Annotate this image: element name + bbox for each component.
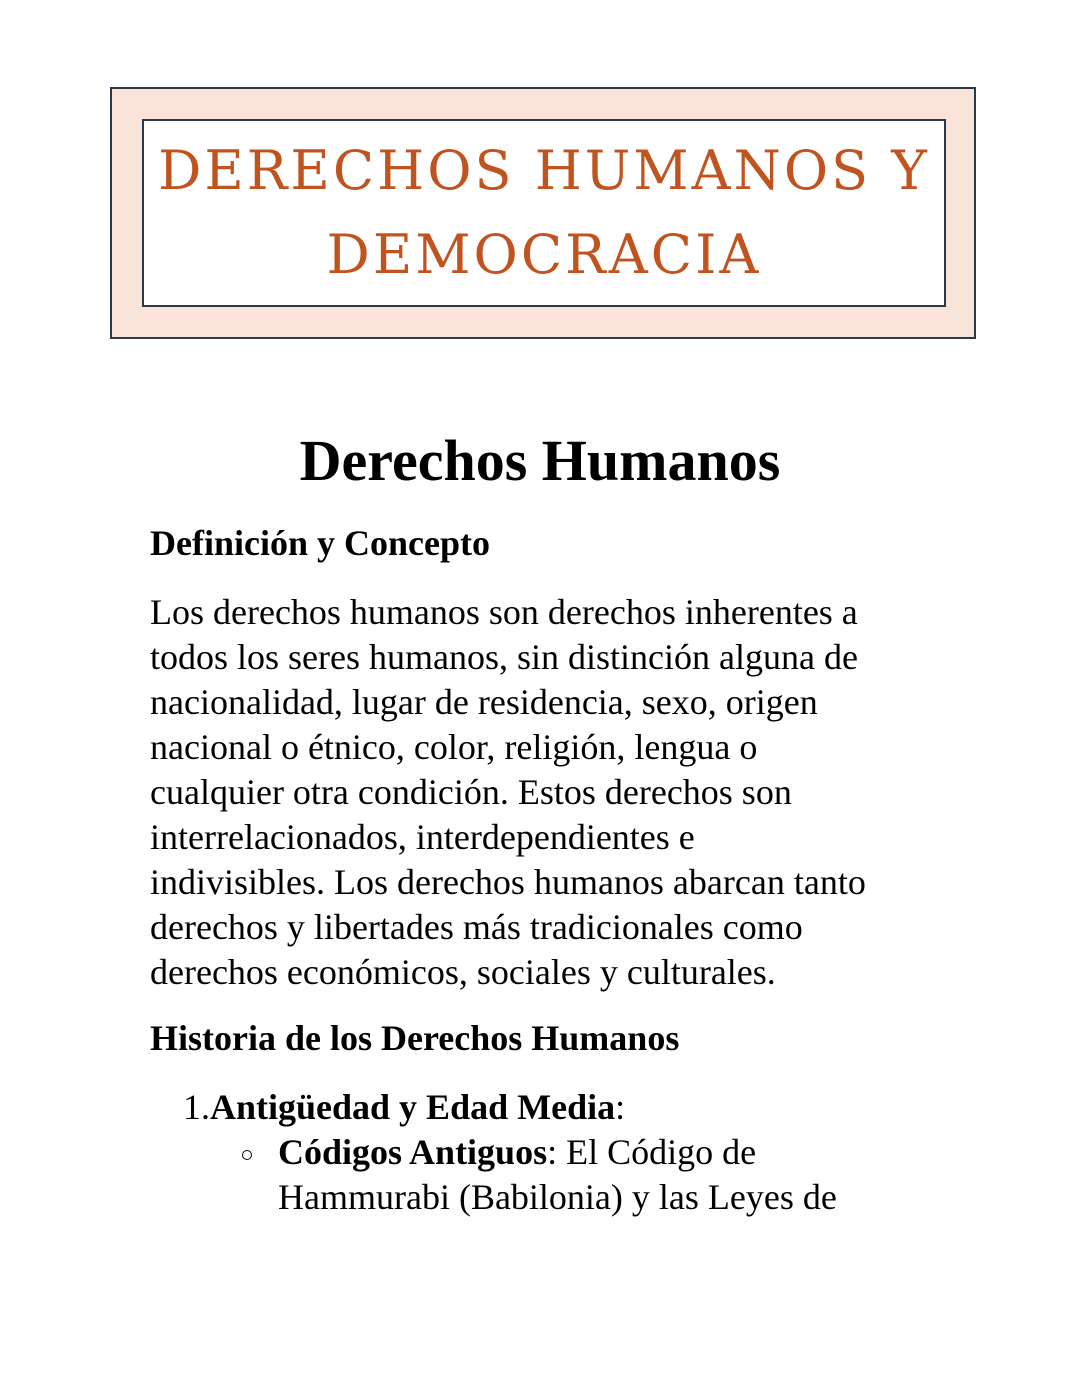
list-item-number: 1. xyxy=(183,1087,210,1127)
paragraph-line: derechos económicos, sociales y culturales. xyxy=(150,952,776,992)
definition-paragraph xyxy=(150,590,950,995)
paragraph-line: interrelacionados, interdependientes e xyxy=(150,817,695,857)
sub-list-item-text: : El Código de xyxy=(547,1132,757,1172)
paragraph-line: derechos y libertades más tradicionales como xyxy=(150,907,803,947)
hollow-bullet-icon xyxy=(242,1150,252,1160)
paragraph-line: indivisibles. Los derechos humanos abarcan tanto xyxy=(150,862,866,902)
definition-heading: Definición y Concepto xyxy=(150,523,490,563)
paragraph-line: Los derechos humanos son derechos inherentes a xyxy=(150,592,858,632)
list-item-suffix: : xyxy=(615,1087,626,1127)
paragraph-line: cualquier otra condición. Estos derechos son xyxy=(150,772,792,812)
list-item xyxy=(183,1084,625,1130)
document-title-line-1: DERECHOS HUMANOS Y xyxy=(158,139,930,202)
title-box-inner xyxy=(142,119,946,307)
sub-list-item-title: Códigos Antiguos xyxy=(278,1132,548,1172)
sub-list-item-text-continued: Hammurabi (Babilonia) y las Leyes de xyxy=(278,1177,837,1217)
sub-list-item xyxy=(278,1130,837,1220)
title-box-outer xyxy=(110,87,976,339)
section-title: Derechos Humanos xyxy=(299,428,781,493)
document-title-line-2: DEMOCRACIA xyxy=(326,223,762,286)
history-heading: Historia de los Derechos Humanos xyxy=(150,1018,680,1058)
paragraph-line: nacionalidad, lugar de residencia, sexo, origen xyxy=(150,682,818,722)
list-item-title: Antigüedad y Edad Media xyxy=(210,1087,616,1127)
paragraph-line: todos los seres humanos, sin distinción alguna de xyxy=(150,637,858,677)
paragraph-line: nacional o étnico, color, religión, lengua o xyxy=(150,727,758,767)
